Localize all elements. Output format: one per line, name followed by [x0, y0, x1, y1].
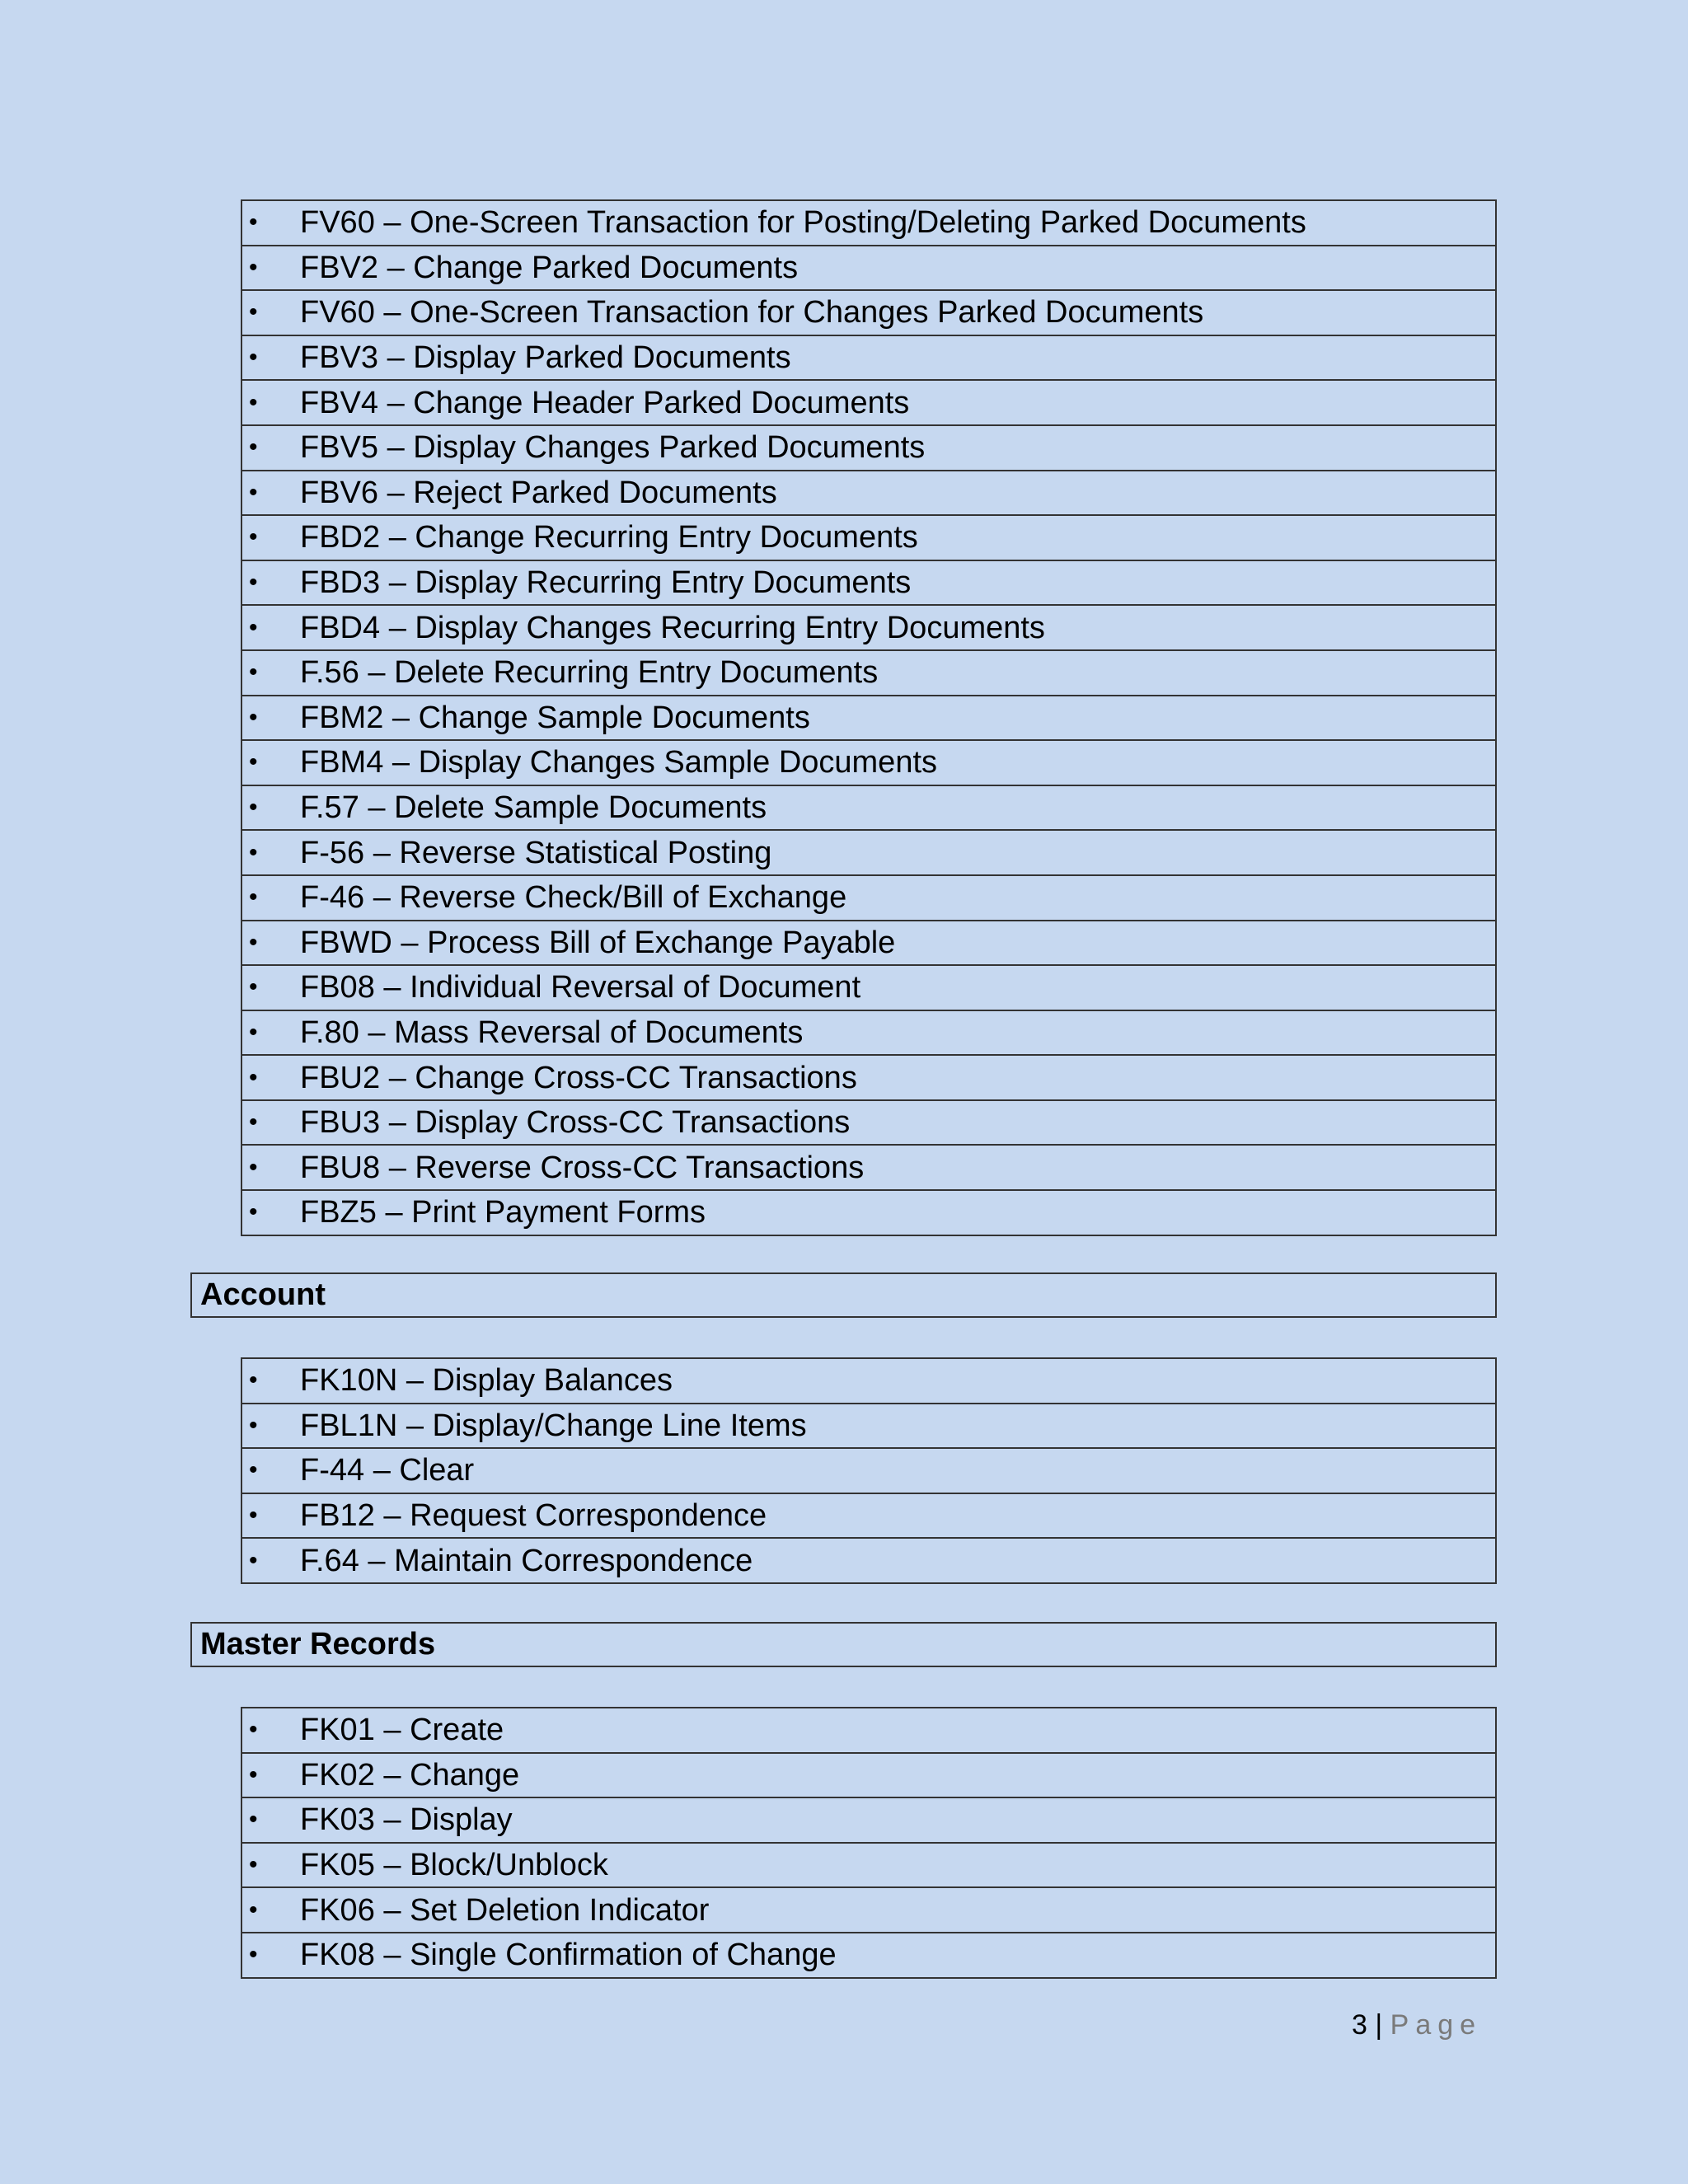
list-item — [242, 336, 1495, 382]
list-item-text: F.80 – Mass Reversal of Documents — [300, 1015, 804, 1050]
list-item-text: FBV3 – Display Parked Documents — [300, 340, 791, 376]
list-item-text: F.56 – Delete Recurring Entry Documents — [300, 655, 879, 691]
list-item-text: FBWD – Process Bill of Exchange Payable — [300, 925, 896, 960]
page-footer — [1352, 2009, 1482, 2041]
list-item — [242, 606, 1495, 651]
list-item-text: FBD4 – Display Changes Recurring Entry Documents — [300, 610, 1045, 645]
list-item — [242, 921, 1495, 967]
list-item — [242, 201, 1495, 246]
bullet-icon: • — [249, 1153, 258, 1181]
section-heading-account — [190, 1272, 1497, 1318]
list-item-text: FBV2 – Change Parked Documents — [300, 250, 799, 285]
bullet-icon: • — [249, 1108, 258, 1137]
list-item-text: FK05 – Block/Unblock — [300, 1848, 608, 1883]
page-label: Page — [1390, 2009, 1483, 2041]
list-item-text: FBD2 – Change Recurring Entry Documents — [300, 520, 918, 555]
section-heading-text: Master Records — [200, 1627, 436, 1661]
bullet-icon: • — [249, 434, 258, 462]
bullet-icon: • — [249, 1851, 258, 1879]
bullet-icon: • — [249, 1546, 258, 1574]
bullet-icon: • — [249, 478, 258, 506]
list-item-text: FK01 – Create — [300, 1713, 504, 1748]
bullet-icon: • — [249, 883, 258, 912]
bullet-icon: • — [249, 794, 258, 822]
list-item-text: FBZ5 – Print Payment Forms — [300, 1195, 706, 1230]
list-item-text: F-46 – Reverse Check/Bill of Exchange — [300, 880, 847, 916]
list-item-text: FK10N – Display Balances — [300, 1363, 673, 1399]
list-item — [242, 966, 1495, 1011]
list-item — [242, 1798, 1495, 1844]
bullet-icon: • — [249, 253, 258, 281]
list-item — [242, 651, 1495, 696]
list-item — [242, 1011, 1495, 1057]
transaction-list-documents — [241, 199, 1497, 1236]
list-item — [242, 831, 1495, 876]
list-item — [242, 291, 1495, 336]
bullet-icon: • — [249, 613, 258, 641]
bullet-icon: • — [249, 973, 258, 1001]
bullet-icon: • — [249, 209, 258, 237]
list-item-text: FBV4 – Change Header Parked Documents — [300, 385, 910, 420]
list-item-text: F.57 – Delete Sample Documents — [300, 790, 767, 826]
list-item-text: FK02 – Change — [300, 1757, 520, 1793]
list-item-text: FV60 – One-Screen Transaction for Changes Parked Documents — [300, 295, 1204, 330]
page-number: 3 — [1352, 2009, 1367, 2041]
bullet-icon: • — [249, 1411, 258, 1439]
bullet-icon: • — [249, 1198, 258, 1226]
list-item — [242, 876, 1495, 921]
list-item-text: F.64 – Maintain Correspondence — [300, 1543, 753, 1578]
list-item-text: FB08 – Individual Reversal of Document — [300, 970, 861, 1005]
list-item — [242, 426, 1495, 471]
list-item — [242, 1844, 1495, 1889]
list-item-text: FBV6 – Reject Parked Documents — [300, 475, 777, 510]
list-item — [242, 1101, 1495, 1146]
list-item-text: FBU8 – Reverse Cross-CC Transactions — [300, 1150, 865, 1185]
list-item — [242, 561, 1495, 607]
bullet-icon: • — [249, 748, 258, 776]
transaction-list-account — [241, 1357, 1497, 1584]
list-item — [242, 1933, 1495, 1979]
bullet-icon: • — [249, 1896, 258, 1924]
list-item-text: FK06 – Set Deletion Indicator — [300, 1892, 710, 1928]
bullet-icon: • — [249, 928, 258, 956]
list-item — [242, 1146, 1495, 1191]
list-item — [242, 381, 1495, 426]
bullet-icon: • — [249, 1366, 258, 1394]
bullet-icon: • — [249, 1456, 258, 1484]
list-item-text: FBU3 – Display Cross-CC Transactions — [300, 1105, 851, 1141]
list-item — [242, 1449, 1495, 1494]
bullet-icon: • — [249, 1716, 258, 1744]
list-item — [242, 786, 1495, 832]
bullet-icon: • — [249, 1018, 258, 1046]
list-item-text: F-44 – Clear — [300, 1453, 475, 1488]
bullet-icon: • — [249, 298, 258, 326]
bullet-icon: • — [249, 1941, 258, 1969]
list-item-text: FK08 – Single Confirmation of Change — [300, 1938, 837, 1973]
bullet-icon: • — [249, 703, 258, 731]
bullet-icon: • — [249, 523, 258, 551]
list-item-text: FV60 – One-Screen Transaction for Posting/Deleting Parked Documents — [300, 205, 1306, 241]
list-item — [242, 516, 1495, 561]
list-item-text: FBU2 – Change Cross-CC Transactions — [300, 1060, 857, 1095]
list-item — [242, 1494, 1495, 1540]
list-item — [242, 471, 1495, 517]
bullet-icon: • — [249, 388, 258, 416]
list-item-text: FBV5 – Display Changes Parked Documents — [300, 430, 926, 466]
bullet-icon: • — [249, 1806, 258, 1834]
bullet-icon: • — [249, 1760, 258, 1788]
list-item-text: FBD3 – Display Recurring Entry Documents — [300, 565, 912, 601]
list-item — [242, 1359, 1495, 1404]
list-item-text: FBL1N – Display/Change Line Items — [300, 1408, 807, 1443]
list-item-text: FBM4 – Display Changes Sample Documents — [300, 745, 938, 780]
list-item — [242, 1056, 1495, 1101]
page-separator: | — [1375, 2009, 1383, 2041]
bullet-icon: • — [249, 1502, 258, 1530]
list-item-text: F-56 – Reverse Statistical Posting — [300, 835, 772, 870]
section-heading-master-records — [190, 1622, 1497, 1667]
bullet-icon: • — [249, 1063, 258, 1091]
list-item — [242, 1404, 1495, 1450]
transaction-list-master-records — [241, 1707, 1497, 1979]
bullet-icon: • — [249, 344, 258, 372]
bullet-icon: • — [249, 569, 258, 597]
list-item-text: FK03 – Display — [300, 1802, 513, 1838]
list-item — [242, 1754, 1495, 1799]
section-heading-text: Account — [200, 1277, 326, 1312]
list-item-text: FB12 – Request Correspondence — [300, 1498, 767, 1534]
list-item — [242, 696, 1495, 742]
bullet-icon: • — [249, 658, 258, 687]
list-item — [242, 246, 1495, 292]
bullet-icon: • — [249, 838, 258, 866]
list-item — [242, 1539, 1495, 1584]
list-item — [242, 1191, 1495, 1236]
list-item — [242, 1888, 1495, 1933]
list-item — [242, 741, 1495, 786]
list-item-text: FBM2 – Change Sample Documents — [300, 700, 810, 735]
list-item — [242, 1708, 1495, 1754]
